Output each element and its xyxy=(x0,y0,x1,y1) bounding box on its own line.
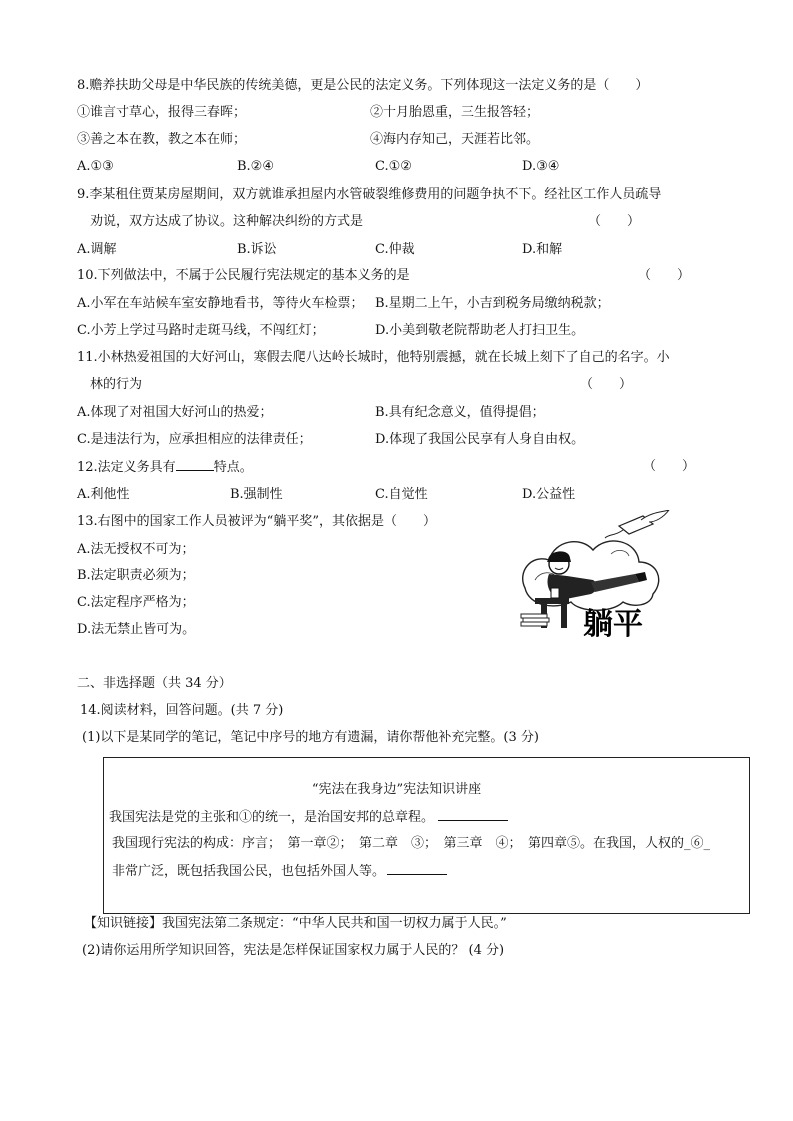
notes-line-1 xyxy=(109,808,508,827)
q11-option-b: B.具有纪念意义，值得提倡； xyxy=(375,405,545,420)
q8-option-a: A.①③ xyxy=(77,159,114,174)
q8-sentence-4: ④海内存知己，天涯若比邻。 xyxy=(370,132,540,147)
q10-option-c: C.小芳上学过马路时走斑马线，不闯红灯； xyxy=(77,323,325,338)
q11-answer-paren: （ ） xyxy=(580,377,633,392)
notes-line-3 xyxy=(112,862,447,881)
q8-option-d: D.③④ xyxy=(522,159,560,174)
q9-stem-line2: 劝说，双方达成了协议。这种解决纠纷的方式是 xyxy=(90,214,364,229)
knowledge-link: 【知识链接】我国宪法第二条规定：“中华人民共和国一切权力属于人民。” xyxy=(84,916,507,931)
notes-line-1-text: 我国宪法是党的主张和①的统一，是治国安邦的总章程。 xyxy=(109,810,435,825)
q11-stem-line2: 林的行为 xyxy=(90,377,143,392)
q13-option-c: C.法定程序严格为； xyxy=(77,595,195,610)
q11-option-a: A.体现了对祖国大好河山的热爱； xyxy=(77,405,273,420)
q13-stem: 13.右图中的国家工作人员被评为“躺平奖”，其依据是（ ） xyxy=(77,514,436,529)
q9-answer-paren: （ ） xyxy=(588,214,641,229)
q8-option-c: C.①② xyxy=(375,159,412,174)
notes-line-3-text: 非常广泛，既包括我国公民，也包括外国人等。 xyxy=(112,864,386,879)
cartoon-drawing xyxy=(515,510,673,640)
award-card-icon xyxy=(605,510,669,538)
q9-stem-line1: 9.李某租住贾某房屋期间，双方就谁承担屋内水管破裂维修费用的问题争执不下。经社区工作人员疏导 xyxy=(77,187,662,202)
notes-line-2: 我国现行宪法的构成：序言； 第一章②； 第二章 ③； 第三章 ④； 第四章⑤。在我国，人权的_⑥_ xyxy=(112,836,711,851)
q8-stem: 8.赡养扶助父母是中华民族的传统美德，更是公民的法定义务。下列体现这一法定义务的是（ ） xyxy=(77,78,649,93)
q13-option-a: A.法无授权不可为； xyxy=(77,542,195,557)
notes-box-title: “宪法在我身边”宪法知识讲座 xyxy=(311,782,482,797)
cartoon-lying-flat-illustration xyxy=(515,510,673,640)
q14-sub2: (2)请你运用所学知识回答，宪法是怎样保证国家权力属于人民的？ (4 分) xyxy=(82,943,505,958)
q10-option-d: D.小美到敬老院帮助老人打扫卫生。 xyxy=(375,323,585,338)
q12-stem-post: 特点。 xyxy=(213,460,253,475)
q13-option-b: B.法定职责必须为； xyxy=(77,568,195,583)
q8-sentence-2: ②十月胎恩重，三生报答轻； xyxy=(370,105,540,120)
q10-stem: 10.下列做法中，不属于公民履行宪法规定的基本义务的是 xyxy=(77,268,410,283)
q14-stem: 14.阅读材料，回答问题。(共 7 分) xyxy=(80,703,284,718)
q9-option-b: B.诉讼 xyxy=(237,242,277,257)
q11-stem-line1: 11.小林热爱祖国的大好河山，寒假去爬八达岭长城时，他特别震撼，就在长城上刻下了自己的名字。小 xyxy=(77,350,670,365)
q9-option-a: A.调解 xyxy=(77,242,117,257)
q14-sub1: (1)以下是某同学的笔记，笔记中序号的地方有遗漏，请你帮他补充完整。(3 分) xyxy=(82,730,539,745)
q12-stem-pre: 12.法定义务具有 xyxy=(77,460,176,475)
q11-option-c: C.是违法行为，应承担相应的法律责任； xyxy=(77,432,312,447)
section2-title: 二、非选择题（共 34 分） xyxy=(77,676,232,691)
q12-blank xyxy=(176,458,214,471)
q10-option-b: B.星期二上午，小吉到税务局缴纳税款； xyxy=(375,296,610,311)
q12-answer-paren: （ ） xyxy=(643,459,696,474)
cartoon-title-text: 躺平 xyxy=(583,607,643,640)
q10-answer-paren: （ ） xyxy=(638,268,691,283)
q12-option-c: C.自觉性 xyxy=(375,487,428,502)
q12-stem xyxy=(77,458,253,477)
q8-sentence-3: ③善之本在教，教之本在师； xyxy=(77,132,247,147)
q11-option-d: D.体现了我国公民享有人身自由权。 xyxy=(375,432,585,447)
q9-option-d: D.和解 xyxy=(522,242,563,257)
q10-option-a: A.小军在车站候车室安静地看书，等待火车检票； xyxy=(77,296,364,311)
q12-option-a: A.利他性 xyxy=(77,487,130,502)
q8-option-b: B.②④ xyxy=(237,159,274,174)
q13-option-d: D.法无禁止皆可为。 xyxy=(77,622,196,637)
q12-option-b: B.强制性 xyxy=(230,487,283,502)
q8-sentence-1: ①谁言寸草心，报得三春晖； xyxy=(77,105,247,120)
q12-option-d: D.公益性 xyxy=(522,487,576,502)
notes-blank-3 xyxy=(387,862,447,875)
notes-blank-1 xyxy=(438,808,508,821)
q9-option-c: C.仲裁 xyxy=(375,242,415,257)
